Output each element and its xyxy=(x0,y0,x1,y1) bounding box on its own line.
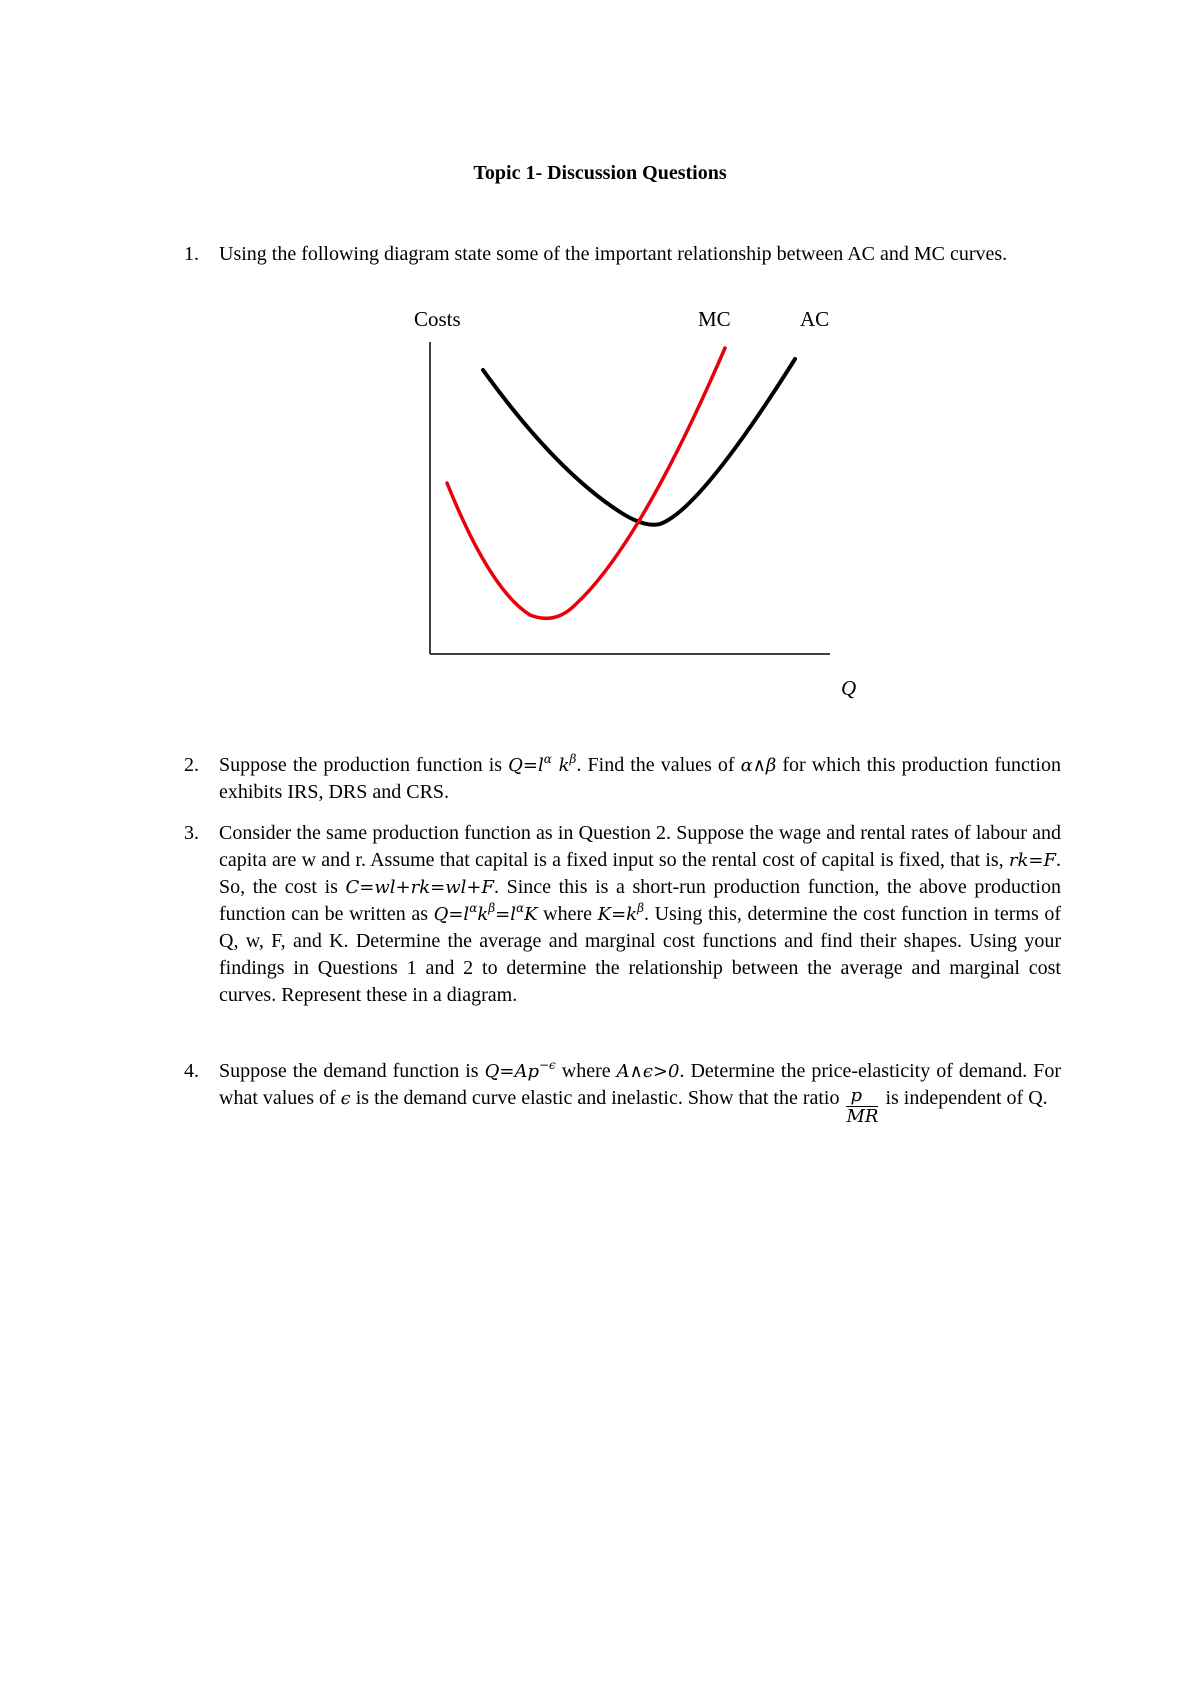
page-title: Topic 1- Discussion Questions xyxy=(473,162,727,184)
text-run: . So, the cost is xyxy=(219,849,1061,898)
math-run: Q=Ap xyxy=(484,1061,539,1082)
mc-curve xyxy=(447,348,725,618)
question-2 xyxy=(184,752,1061,806)
superscript: −ϵ xyxy=(538,1058,556,1072)
text-run: Suppose the production function is xyxy=(219,754,509,776)
math-run: K xyxy=(524,904,538,925)
text-run: . Find the values of xyxy=(576,754,741,776)
ac-curve xyxy=(483,359,795,525)
text-run: . Using this, determine the cost function in terms of Q, w, F, and K. Determine the average and marginal cost functions and find their shapes. Using your findings in Questions 1 and 2 to determine the relationship between the average and marginal cost curves. Represent these in a diagram. xyxy=(219,903,1062,1006)
text-run: for which this production function exhibits IRS, DRS and CRS. xyxy=(219,754,1061,803)
math-expression: A∧ϵ>0 xyxy=(616,1061,680,1082)
fraction xyxy=(846,1086,878,1127)
text-run: where xyxy=(537,903,598,925)
math-run: K=k xyxy=(597,904,638,925)
text-run: Consider the same production function as in Question 2. Suppose the wage and rental rates of labour and capita are w and r. Assume that capital is a fixed input so the rental cost of capital is fixed, that is, xyxy=(219,822,1061,871)
fraction-denominator: MR xyxy=(846,1106,879,1127)
superscript: α xyxy=(543,752,552,766)
ac-curve-label: AC xyxy=(800,307,830,331)
question-number: 1. xyxy=(184,243,199,265)
superscript: β xyxy=(569,752,577,766)
text-run: is the demand curve elastic and inelastic. Show that the ratio xyxy=(350,1087,845,1109)
text-run: . Determine the price-elasticity of demand. For what values of xyxy=(219,1060,1061,1109)
math-expression: rk=F xyxy=(1008,850,1056,871)
math-expression xyxy=(433,901,538,925)
superscript: β xyxy=(637,901,645,915)
question-text xyxy=(219,1058,1061,1127)
math-expression xyxy=(508,752,577,776)
text-run: Suppose the demand function is xyxy=(219,1060,485,1082)
math-expression xyxy=(484,1058,556,1082)
math-run: Q=l xyxy=(433,904,470,925)
math-expression: C=wl+rk=wl+F xyxy=(345,877,494,898)
question-4 xyxy=(184,1058,1061,1127)
math-run: k xyxy=(477,904,489,925)
math-expression: α∧β xyxy=(740,755,777,776)
math-run: =l xyxy=(495,904,517,925)
question-number: 2. xyxy=(184,754,199,776)
math-expression xyxy=(597,901,645,925)
superscript: β xyxy=(488,901,496,915)
mc-curve-label: MC xyxy=(698,307,731,331)
math-expression: ϵ xyxy=(340,1088,351,1109)
question-text xyxy=(219,820,1061,1009)
axes xyxy=(430,342,830,654)
text-run: . Since this is a short-run production function, the above production function can be written as xyxy=(219,876,1061,925)
superscript: α xyxy=(469,901,478,915)
question-3 xyxy=(184,820,1061,1009)
question-number: 4. xyxy=(184,1060,199,1082)
x-axis-label: Q xyxy=(841,676,857,700)
question-number: 3. xyxy=(184,822,199,844)
fraction-numerator: p xyxy=(846,1086,878,1107)
superscript: α xyxy=(516,901,525,915)
text-run: is independent of Q. xyxy=(880,1087,1048,1109)
math-run: Q=l xyxy=(508,755,544,776)
text-run: where xyxy=(555,1060,617,1082)
question-text: Using the following diagram state some of the important relationship between AC and MC curves. xyxy=(219,243,1008,265)
question-text xyxy=(219,752,1061,806)
math-run: k xyxy=(551,755,570,776)
y-axis-label: Costs xyxy=(414,307,461,331)
